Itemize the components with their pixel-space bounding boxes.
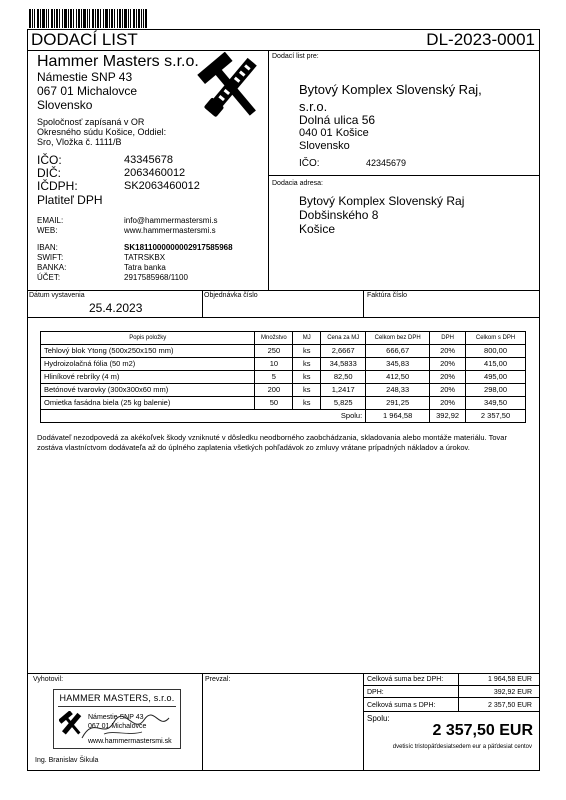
supplier-web-label: WEB:: [37, 226, 58, 235]
col-header-description: Popis položky: [41, 332, 255, 345]
table-row: [41, 397, 526, 410]
item-net-total: 248,33: [366, 384, 430, 397]
item-vat: 20%: [430, 345, 466, 358]
item-description: Omietka fasádna biela (25 kg balenie): [41, 397, 255, 410]
col-header-quantity: Množstvo: [255, 332, 293, 345]
item-unit-price: 2,6667: [321, 345, 366, 358]
item-description: Hliníkové rebríky (4 m): [41, 371, 255, 384]
total-in-words: dvetisíc tristopäťdesiatsedem eur a päťdesiat centov: [392, 744, 532, 750]
customer-name-2: s.r.o.: [299, 99, 328, 114]
item-gross-total: 349,50: [466, 397, 526, 410]
col-header-unit-price: Cena za MJ: [321, 332, 366, 345]
supplier-registry-3: Sro, Vložka č. 1111/B: [37, 137, 122, 147]
col-header-unit: MJ: [293, 332, 321, 345]
item-unit: ks: [293, 397, 321, 410]
table-header-row: [41, 332, 526, 345]
customer-name-1: Bytový Komplex Slovenský Raj,: [299, 82, 482, 97]
col-header-vat: DPH: [430, 332, 466, 345]
sum-label: Spolu:: [41, 410, 366, 423]
item-vat: 20%: [430, 397, 466, 410]
stamp-web: www.hammermastersmi.sk: [88, 738, 172, 745]
supplier-iban: SK1811000000002917585968: [124, 243, 233, 252]
supplier-web: www.hammermastersmi.s: [124, 226, 216, 235]
item-quantity: 5: [255, 371, 293, 384]
supplier-registry-1: Spoločnosť zapísaná v OR: [37, 117, 145, 127]
date-label: Dátum vystavenia: [29, 292, 85, 299]
supplier-account-label: ÚČET:: [37, 273, 61, 282]
supplier-icdph: SK2063460012: [124, 180, 200, 192]
delivery-name: Bytový Komplex Slovenský Raj: [299, 194, 465, 208]
item-gross-total: 415,00: [466, 358, 526, 371]
barcode-icon: [29, 9, 147, 28]
col-header-net-total: Celkom bez DPH: [366, 332, 430, 345]
hammer-saw-logo-icon: [195, 52, 267, 122]
table-row: [41, 345, 526, 358]
item-net-total: 345,83: [366, 358, 430, 371]
supplier-vat-payer: Platiteľ DPH: [37, 193, 103, 207]
signature-icon: [74, 710, 174, 744]
customer-ico-label: IČO:: [299, 158, 320, 169]
total-value: 2 357,50 EUR: [432, 722, 533, 739]
gross-total-value: 2 357,50 EUR: [488, 702, 532, 709]
supplier-country: Slovensko: [37, 98, 93, 112]
supplier-iban-label: IBAN:: [37, 243, 58, 252]
received-by-label: Prevzal:: [205, 676, 231, 683]
item-quantity: 250: [255, 345, 293, 358]
supplier-email-label: EMAIL:: [37, 216, 64, 225]
customer-city: 040 01 Košice: [299, 127, 369, 139]
customer-street: Dolná ulica 56: [299, 113, 376, 127]
supplier-dic: 2063460012: [124, 167, 186, 179]
item-quantity: 50: [255, 397, 293, 410]
item-unit-price: 5,825: [321, 397, 366, 410]
item-unit: ks: [293, 358, 321, 371]
item-description: Betónové tvarovky (300x300x60 mm): [41, 384, 255, 397]
table-sum-row: [41, 410, 526, 423]
signer-name: Ing. Branislav Šikula: [35, 757, 99, 764]
supplier-street: Námestie SNP 43: [37, 70, 133, 84]
stamp-city: 067 01 Michalovce: [88, 723, 147, 730]
issue-date: 25.4.2023: [89, 301, 143, 315]
sum-gross: 2 357,50: [466, 410, 526, 423]
item-unit: ks: [293, 345, 321, 358]
delivery-label: Dodacia adresa:: [272, 180, 323, 187]
item-unit-price: 1,2417: [321, 384, 366, 397]
supplier-swift-label: SWIFT:: [37, 253, 64, 262]
customer-label: Dodací list pre:: [272, 53, 319, 60]
document-title: DODACÍ LIST: [31, 30, 138, 49]
item-net-total: 412,50: [366, 371, 430, 384]
item-vat: 20%: [430, 384, 466, 397]
supplier-swift: TATRSKBX: [124, 253, 166, 262]
item-gross-total: 495,00: [466, 371, 526, 384]
disclaimer-text: Dodávateľ nezodpovedá za akékoľvek škody vzniknuté v dôsledku neodborného zaobchádzania, skladovania alebo montáže materiálu. Tovar zostáva vlastníctvom dodávateľa až do úplného zaplatenia všetkých pohľadávok zo zmluvy vrátane prípadných nákladov a úrokov.: [37, 433, 507, 452]
item-vat: 20%: [430, 371, 466, 384]
vat-value: 392,92 EUR: [493, 689, 532, 696]
table-row: [41, 371, 526, 384]
total-label: Spolu:: [367, 714, 390, 723]
order-label: Objednávka číslo: [204, 292, 258, 299]
net-total-value: 1 964,58 EUR: [488, 676, 532, 683]
customer-ico: 42345679: [366, 158, 407, 168]
supplier-bank-label: BANKA:: [37, 263, 67, 272]
supplier-icdph-label: IČDPH:: [37, 179, 78, 193]
document-number: DL-2023-0001: [426, 30, 535, 49]
item-gross-total: 800,00: [466, 345, 526, 358]
item-unit: ks: [293, 371, 321, 384]
item-net-total: 291,25: [366, 397, 430, 410]
item-quantity: 200: [255, 384, 293, 397]
item-unit: ks: [293, 384, 321, 397]
supplier-city: 067 01 Michalovce: [37, 84, 138, 98]
sum-net: 1 964,58: [366, 410, 430, 423]
item-vat: 20%: [430, 358, 466, 371]
item-unit-price: 34,5833: [321, 358, 366, 371]
item-description: Hydroizolačná fólia (50 m2): [41, 358, 255, 371]
stamp-title: HAMMER MASTERS, s.r.o.: [59, 693, 175, 703]
company-stamp: [53, 689, 181, 749]
supplier-dic-label: DIČ:: [37, 166, 61, 180]
supplier-name: Hammer Masters s.r.o.: [37, 53, 199, 70]
supplier-ico: 43345678: [124, 154, 173, 166]
item-unit-price: 82,50: [321, 371, 366, 384]
table-row: [41, 358, 526, 371]
item-quantity: 10: [255, 358, 293, 371]
issued-by-label: Vyhotovil:: [33, 676, 64, 683]
item-gross-total: 298,00: [466, 384, 526, 397]
supplier-bank: Tatra banka: [124, 263, 166, 272]
delivery-city: Košice: [299, 222, 336, 236]
item-description: Tehlový blok Ytong (500x250x150 mm): [41, 345, 255, 358]
item-net-total: 666,67: [366, 345, 430, 358]
supplier-email: info@hammermastersmi.s: [124, 216, 218, 225]
customer-country: Slovensko: [299, 140, 350, 152]
items-table: [40, 331, 526, 423]
vat-label: DPH:: [367, 689, 384, 696]
col-header-gross-total: Celkom s DPH: [466, 332, 526, 345]
delivery-street: Dobšinského 8: [299, 208, 379, 222]
table-row: [41, 384, 526, 397]
invoice-label: Faktúra číslo: [367, 292, 408, 299]
sum-vat: 392,92: [430, 410, 466, 423]
stamp-street: Námestie SNP 43: [88, 714, 144, 721]
gross-total-label: Celková suma s DPH:: [367, 702, 436, 709]
supplier-account: 2917585968/1100: [124, 273, 188, 282]
supplier-registry-2: Okresného súdu Košice, Oddiel:: [37, 127, 167, 137]
net-total-label: Celková suma bez DPH:: [367, 676, 444, 683]
supplier-ico-label: IČO:: [37, 153, 62, 167]
